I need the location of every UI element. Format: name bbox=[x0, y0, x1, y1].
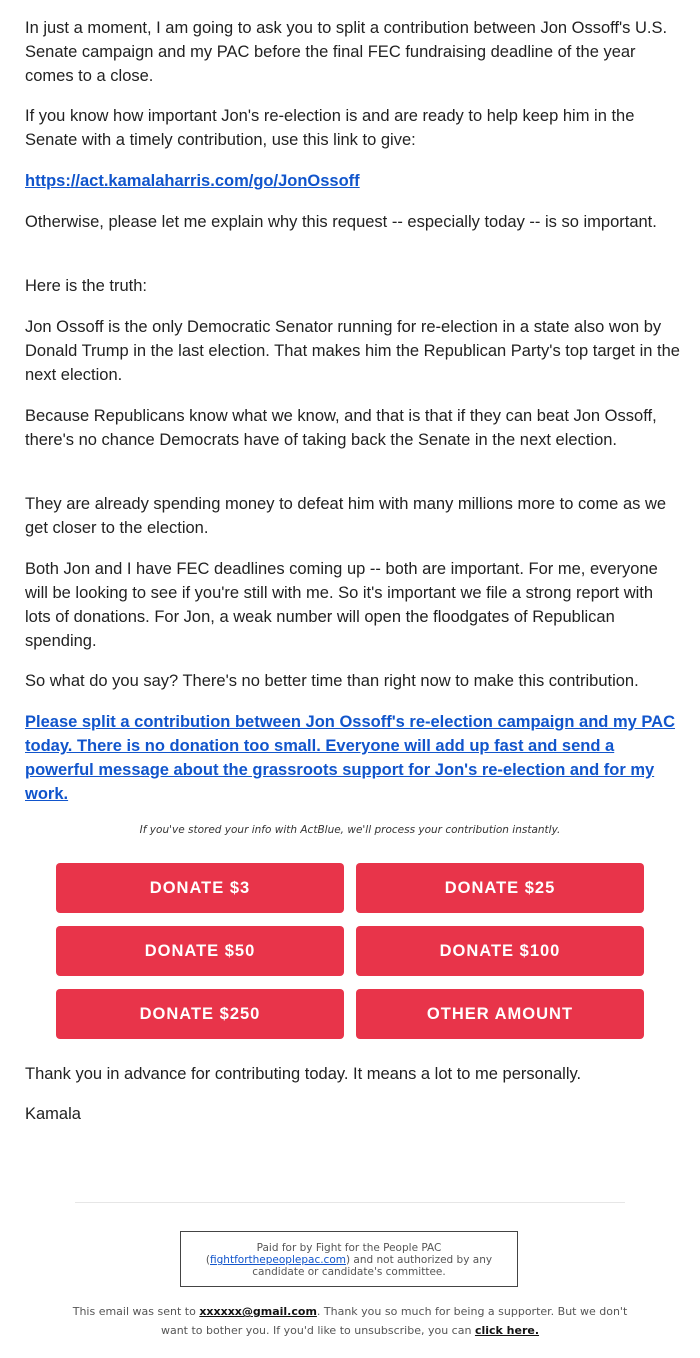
unsubscribe-link[interactable]: click here. bbox=[474, 1324, 540, 1337]
donate-100-button[interactable]: DONATE $100 bbox=[356, 926, 644, 976]
footer-divider bbox=[75, 1202, 625, 1203]
paragraph-link-intro: If you know how important Jon's re-election is and are ready to help keep him in the Senate with a timely contribution, use this link to give: bbox=[25, 107, 635, 149]
thanks-text: Thank you in advance for contributing today. It means a lot to me personally. bbox=[25, 1065, 582, 1083]
donate-25-button[interactable]: DONATE $25 bbox=[356, 863, 644, 913]
donate-link[interactable]: https://act.kamalaharris.com/go/JonOssoff bbox=[25, 172, 360, 190]
recipient-email[interactable]: xxxxxx@gmail.com bbox=[199, 1305, 317, 1318]
paragraph-deadlines: Both Jon and I have FEC deadlines coming up -- both are important. For me, everyone will be looking to see if you're still with me. So it's important we file a strong report with lots of donations. For Jon, a weak number will open the floodgates of Republican spending. bbox=[25, 560, 658, 650]
paragraph-intro: In just a moment, I am going to ask you to split a contribution between Jon Ossoff's U.S. Senate campaign and my PAC before the final FEC fundraising deadline of the year comes to a close. bbox=[25, 19, 668, 85]
donate-50-button[interactable]: DONATE $50 bbox=[56, 926, 344, 976]
paragraph-explain: Otherwise, please let me explain why this request -- especially today -- is so important. bbox=[25, 213, 657, 231]
paragraph-republicans: Because Republicans know what we know, and that is that if they can beat Jon Ossoff, there's no chance Democrats have of taking back the Senate in the next election. bbox=[25, 407, 657, 449]
paragraph-spending: They are already spending money to defeat him with many millions more to come as we get closer to the election. bbox=[25, 495, 667, 537]
paragraph-ossoff: Jon Ossoff is the only Democratic Senator running for re-election in a state also won by Donald Trump in the last election. That makes him the Republican Party's top target in the next election. bbox=[25, 318, 680, 384]
cta-link[interactable]: Please split a contribution between Jon Ossoff's re-election campaign and my PAC today. There is no donation too small. Everyone will add up fast and send a powerful message about the grassroots support for Jon's re-election and for my work. bbox=[25, 713, 676, 803]
paragraph-ask: So what do you say? There's no better time than right now to make this contribution. bbox=[25, 672, 639, 690]
donate-250-button[interactable]: DONATE $250 bbox=[56, 989, 344, 1039]
donate-3-button[interactable]: DONATE $3 bbox=[56, 863, 344, 913]
footer-text bbox=[60, 1302, 640, 1340]
disclaimer-line1: Paid for by Fight for the People PAC bbox=[256, 1242, 442, 1254]
disclaimer-open-paren: ( bbox=[205, 1254, 211, 1266]
other-amount-button[interactable]: OTHER AMOUNT bbox=[356, 989, 644, 1039]
footer-sent-to: This email was sent to bbox=[72, 1305, 200, 1318]
paragraph-truth: Here is the truth: bbox=[25, 277, 147, 295]
footer-thanks: . Thank you so much for being a supporter. But we don't want to bother you. If you'd like to unsubscribe, you can bbox=[160, 1305, 628, 1337]
pac-website-link[interactable]: fightforthepeoplepac.com bbox=[210, 1254, 346, 1266]
actblue-note: If you've stored your info with ActBlue, we'll process your contribution instantly. bbox=[139, 824, 561, 836]
donate-link-paragraph bbox=[25, 169, 680, 193]
disclaimer-line2 bbox=[181, 1254, 517, 1278]
cta-paragraph bbox=[25, 710, 680, 806]
disclaimer-rest: ) and not authorized by any candidate or candidate's committee. bbox=[252, 1254, 493, 1278]
signature: Kamala bbox=[25, 1105, 81, 1123]
paid-for-disclaimer bbox=[180, 1231, 518, 1287]
